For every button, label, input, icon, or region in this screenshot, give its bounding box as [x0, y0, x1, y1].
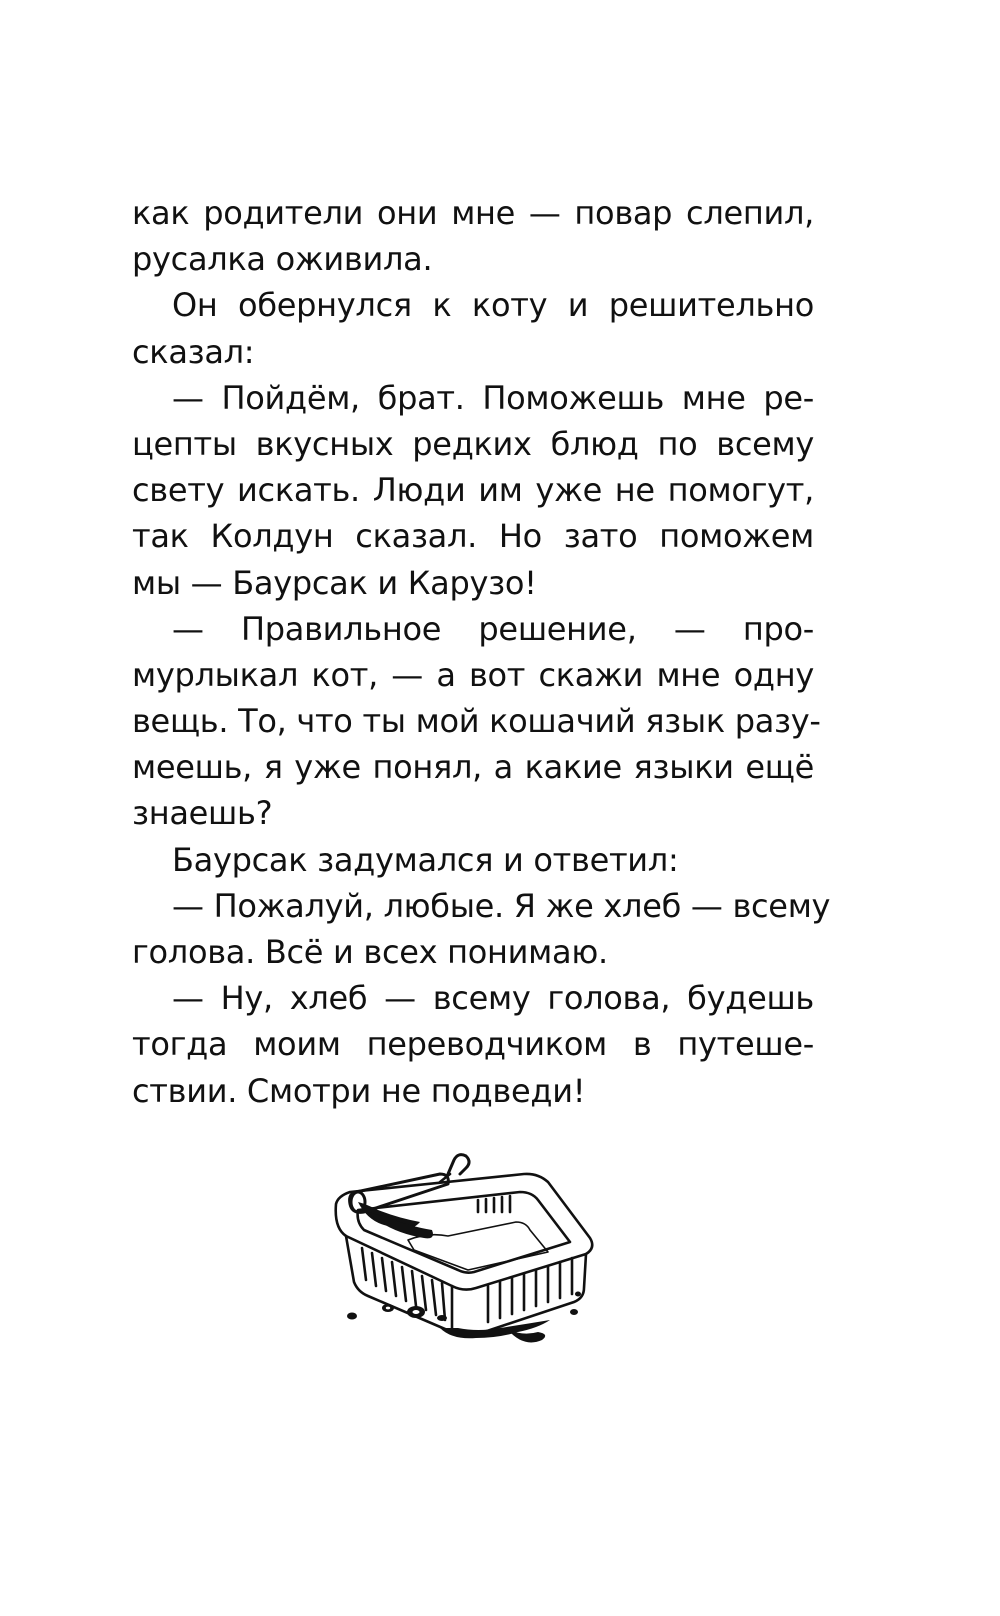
text-line: вещь. То, что ты мой кошачий язык разу-	[132, 702, 821, 741]
text-line: как родители они мне — повар слепил,	[132, 194, 814, 232]
text-line: цепты вкусных редких блюд по всему	[132, 424, 814, 463]
text-line: мы — Баурсак и Карузо!	[132, 563, 537, 602]
text-line: Баурсак задумался и ответил:	[172, 840, 679, 879]
text-line: ствии. Смотри не подведи!	[132, 1071, 586, 1110]
body-text	[132, 190, 831, 1114]
text-line: — Ну, хлеб — всему голова, будешь	[172, 979, 814, 1018]
paint-tray-with-roller-icon	[328, 1152, 618, 1367]
text-line: русалка оживила.	[132, 240, 433, 279]
text-line: свету искать. Люди им уже не помогут,	[132, 471, 814, 510]
text-line: Он обернулся к коту и решительно	[172, 286, 814, 325]
text-line: меешь, я уже понял, а какие языки ещё	[132, 748, 814, 787]
text-line: — Пожалуй, любые. Я же хлеб — всему	[172, 886, 831, 925]
text-line: так Колдун сказал. Но зато поможем	[132, 517, 814, 556]
text-line: — Пойдём, брат. Поможешь мне ре-	[172, 378, 814, 417]
text-line: сказал:	[132, 332, 255, 371]
text-line: знаешь?	[132, 794, 273, 833]
text-line: мурлыкал кот, — а вот скажи мне одну	[132, 655, 814, 694]
text-line: — Правильное решение, — про-	[172, 609, 814, 648]
text-line: голова. Всё и всех понимаю.	[132, 933, 608, 971]
text-line: тогда моим переводчиком в путеше-	[132, 1025, 814, 1064]
